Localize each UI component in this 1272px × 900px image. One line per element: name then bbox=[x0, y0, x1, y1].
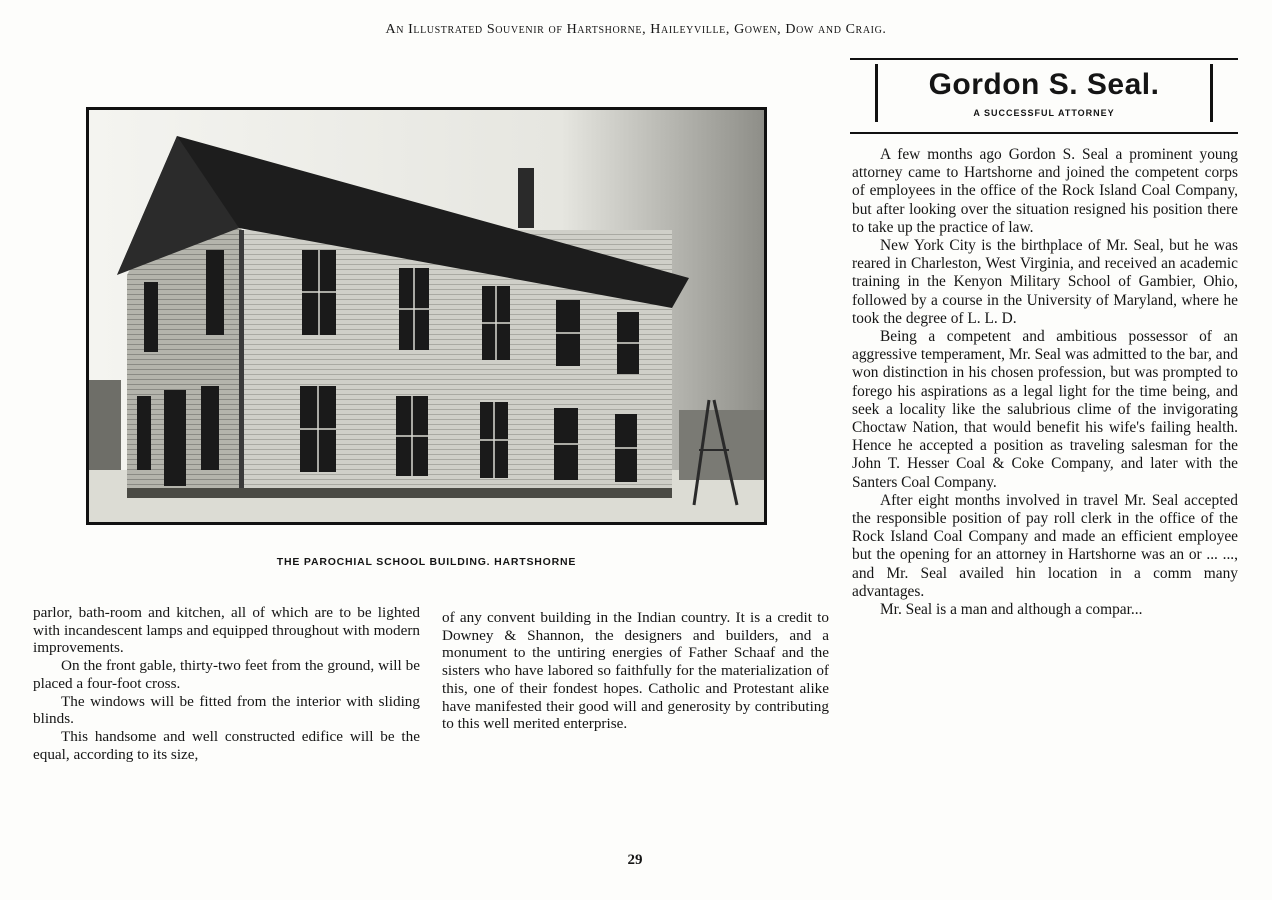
left-paragraph: On the front gable, thirty-two feet from the ground, will be placed a four-foot cross. bbox=[33, 657, 420, 692]
article-title: Gordon S. Seal. bbox=[928, 68, 1160, 101]
article-paragraph: A few months ago Gordon S. Seal a prominent young attorney came to Hartshorne and joined the competent corps of employees in the office of the Rock Island Coal Company, but after looking over the situation resigned his position there to take up the practice of law. bbox=[852, 146, 1238, 236]
left-column bbox=[33, 604, 420, 763]
school-building-illustration bbox=[89, 110, 764, 522]
article-subtitle: A SUCCESSFUL ATTORNEY bbox=[973, 108, 1115, 118]
figure-caption: THE PAROCHIAL SCHOOL BUILDING. HARTSHORNE bbox=[276, 556, 577, 568]
article-paragraph: Being a competent and ambitious possessor of an aggressive temperament, Mr. Seal was admitted to the bar, and won distinction in his chosen profession, but was prompted to forego his aspirations as a legal light for the time being, and seek a locality like the salubrious clime of the invigorating Choctaw Nation, that would benefit his wife's failing health. Hence he accepted a position as traveling salesman for the John T. Hesser Coal & Coke Company, and later with the Santers Coal Company. bbox=[852, 328, 1238, 491]
article-paragraph: New York City is the birthplace of Mr. Seal, but he was reared in Charleston, West Virginia, and received an academic training in the Kenyon Military School of Gambier, Ohio, followed by a course in the University of Maryland, where he took the degree of L. L. D. bbox=[852, 237, 1238, 327]
article-title-box bbox=[850, 58, 1238, 134]
running-head: An Illustrated Souvenir of Hartshorne, Haileyville, Gowen, Dow and Craig. bbox=[385, 22, 887, 37]
left-paragraph: The windows will be fitted from the interior with sliding blinds. bbox=[33, 692, 420, 728]
page-number: 29 bbox=[627, 852, 643, 868]
middle-paragraph: of any convent building in the Indian country. It is a credit to Downey & Shannon, the designers and builders, and a monument to the untiring energies of Father Schaaf and the sisters who have labored so faithfully for the materialization of this, one of their fondest hopes. Catholic and Protestant alike have manifested their good will and generosity by contributing to this well merited enterprise. bbox=[442, 609, 829, 733]
article-paragraph: Mr. Seal is a man and although a compar... bbox=[880, 601, 1143, 619]
article-paragraph: After eight months involved in travel Mr. Seal accepted the responsible position of pay roll clerk in the office of the Rock Island Coal Company and made an efficient employee but the opening for an attorney in Hartshorne was an or ... ..., and Mr. Seal availed hin location in a comm many advantages. bbox=[852, 491, 1238, 600]
article-body bbox=[852, 146, 1238, 619]
left-paragraph: This handsome and well constructed edifice will be the equal, according to its size, bbox=[33, 727, 420, 763]
middle-column bbox=[442, 609, 829, 733]
school-building-photo bbox=[86, 107, 767, 525]
left-paragraph: parlor, bath-room and kitchen, all of which are to be lighted with incandescent lamps and equipped throughout with modern improvements. bbox=[33, 604, 420, 657]
